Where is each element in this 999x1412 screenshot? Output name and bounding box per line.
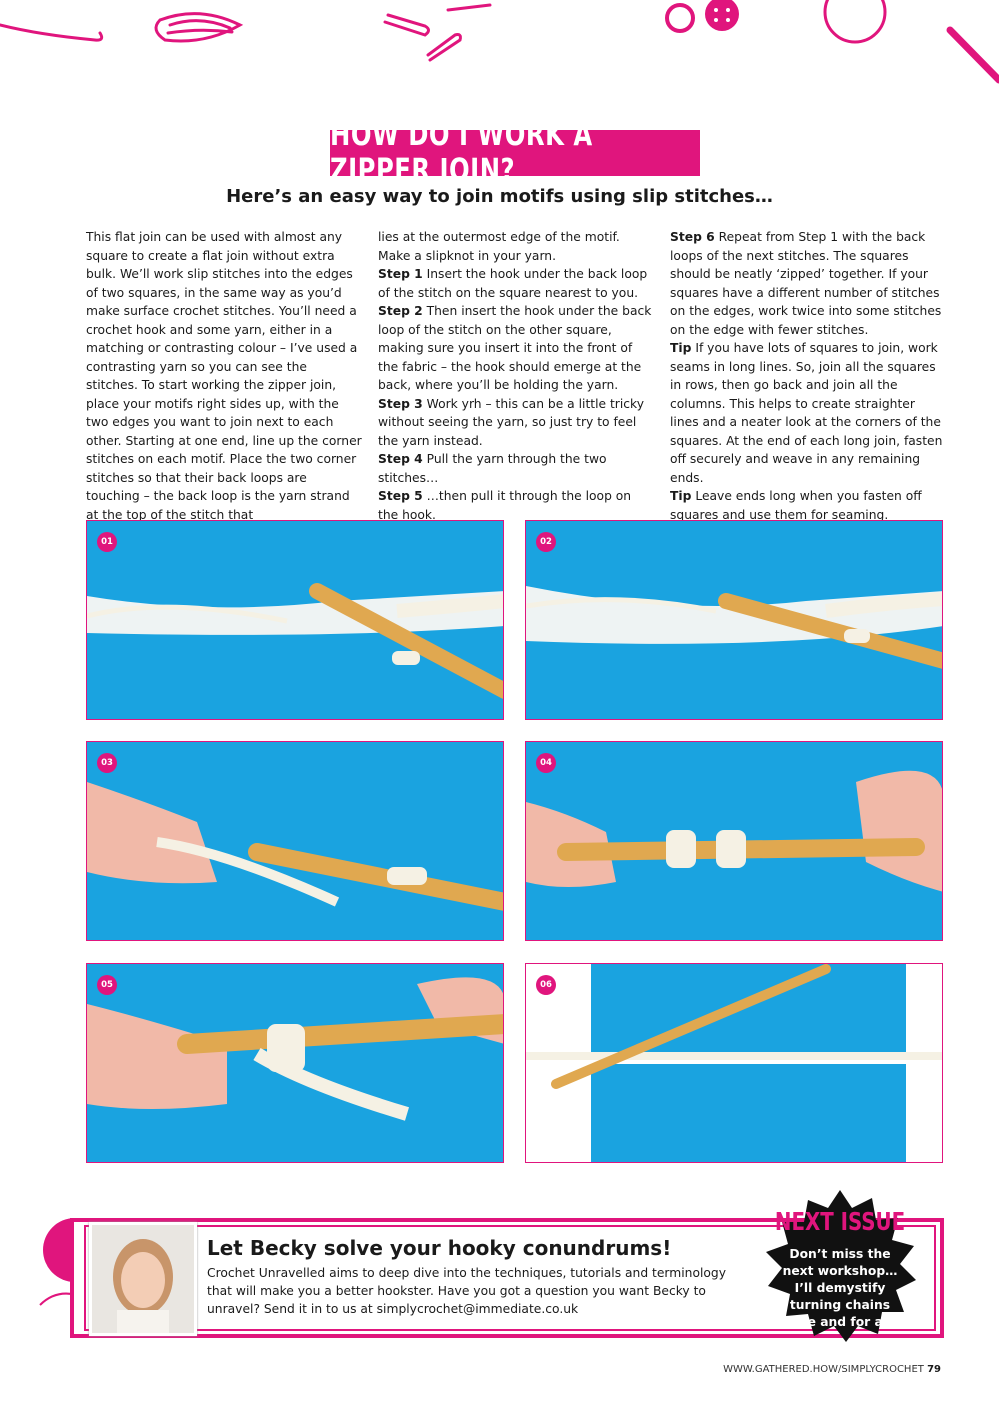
photo-number-badge: 01 <box>97 532 117 552</box>
yarn-ball-icon <box>825 0 885 42</box>
crochet-hook-icon <box>0 25 102 40</box>
body-column-3 <box>670 228 946 524</box>
header-craft-illustrations <box>0 0 999 90</box>
photo-number-badge: 06 <box>536 975 556 995</box>
tip-2: Tip Leave ends long when you fasten off squares and use them for seaming. <box>670 489 922 522</box>
page-title: HOW DO I WORK A ZIPPER JOIN? <box>330 130 700 176</box>
photo-number-badge: 02 <box>536 532 556 552</box>
next-issue-title: NEXT ISSUE <box>774 1208 906 1237</box>
step-4: Step 4 Pull the yarn through the two stitches… <box>378 452 607 485</box>
next-issue-text: Don’t miss the next workshop… I’ll demystify turning chains once and for all! <box>782 1247 898 1329</box>
safety-pin-icon <box>428 35 460 60</box>
tip-1: Tip If you have lots of squares to join, work seams in long lines. So, join all the squares in rows, then go back and join all the columns. This helps to create straighter lines and a neater look at the corners of the squares. At the end of each long join, fasten off securely and weave in any remaining ends. <box>670 341 943 485</box>
step-photo-03 <box>86 741 504 941</box>
photo-number-badge: 04 <box>536 753 556 773</box>
page-footer <box>723 1364 941 1375</box>
page-number: 79 <box>927 1364 941 1375</box>
body-column-1 <box>86 228 362 524</box>
step-2: Step 2 Then insert the hook under the back loop of the stitch on the other square, making sure you insert it into the front of the fabric – the hook should emerge at the back, where you’ll be holding the yarn. <box>378 304 652 392</box>
step-1: Step 1 Insert the hook under the back loop of the stitch on the square nearest to you. <box>378 267 648 300</box>
body-column-2 <box>378 228 654 524</box>
button-icon <box>705 0 739 31</box>
step-5: Step 5 …then pull it through the loop on the hook. <box>378 489 632 522</box>
callout-text: Crochet Unravelled aims to deep dive into the techniques, tutorials and terminology that will make you a better hookster. Have you got a question you want Becky to unravel? Send it in to us at simplycrochet@immediate.co.uk <box>207 1266 727 1316</box>
intro-paragraph: This flat join can be used with almost any square to create a flat join without extra bulk. We’ll work slip stitches into the edges of two squares, in the same way as you’d make surface crochet stitches. You’ll need a crochet hook and some yarn, either in a matching or contrasting colour – I’ve used a contrasting yarn so you can see the stitches. To start working the zipper join, place your motifs right sides up, with the two edges you want to join next to each other. Starting at one end, line up the corner stitches on each motif. Place the two corner stitches so that their back loops are touching – the back loop is the yarn strand at the top of the stitch that <box>86 230 362 522</box>
callout-heading: Let Becky solve your hooky conundrums! <box>207 1236 672 1260</box>
intro-continued: lies at the outermost edge of the motif. Make a slipknot in your yarn. <box>378 230 620 263</box>
yarn-skein-icon <box>156 14 240 41</box>
step-photo-05 <box>86 963 504 1163</box>
crochet-hook-icon <box>950 30 999 80</box>
page-subtitle: Here’s an easy way to join motifs using slip stitches… <box>226 186 773 207</box>
author-photo <box>89 1222 197 1336</box>
footer-url: WWW.GATHERED.HOW/SIMPLYCROCHET <box>723 1364 924 1375</box>
step-photo-01 <box>86 520 504 720</box>
step-photo-04 <box>525 741 943 941</box>
photo-number-badge: 05 <box>97 975 117 995</box>
photo-number-badge: 03 <box>97 753 117 773</box>
step-6: Step 6 Repeat from Step 1 with the back loops of the next stitches. The squares should be neatly ‘zipped’ together. If your squares have a different number of stitches on the edges, work twice into some stitches on the edge with fewer stitches. <box>670 230 942 337</box>
step-3: Step 3 Work yrh – this can be a little tricky without seeing the yarn, so just try to feel the yarn instead. <box>378 396 645 448</box>
step-photo-06 <box>525 963 943 1163</box>
safety-pin-icon <box>385 15 429 35</box>
button-icon <box>667 5 693 31</box>
step-photo-02 <box>525 520 943 720</box>
safety-pin-icon <box>448 5 490 10</box>
